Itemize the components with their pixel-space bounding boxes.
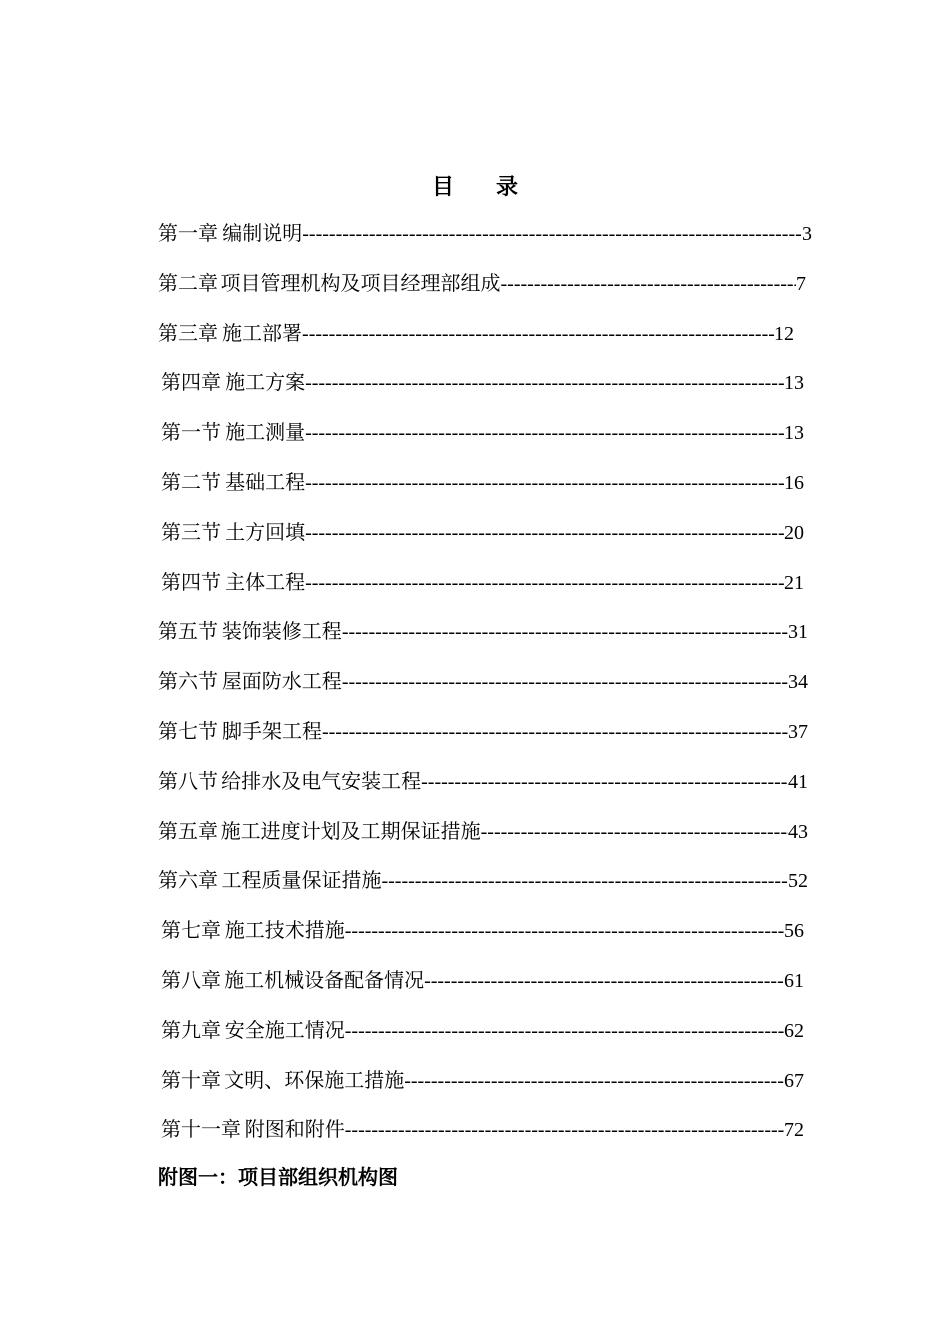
toc-entry[interactable]: [158, 319, 794, 349]
appendix-heading: 附图一：项目部组织机构图: [158, 1167, 398, 1189]
toc-leader: [305, 368, 784, 398]
toc-page-number: 43: [788, 821, 808, 843]
toc-leader: [322, 717, 788, 747]
toc-title-right: 录: [496, 174, 519, 199]
toc-entry[interactable]: [158, 269, 806, 299]
toc-entry[interactable]: [158, 219, 812, 249]
toc-entry[interactable]: [158, 866, 808, 896]
toc-entry-label: 第六节: [158, 671, 218, 693]
toc-entry-label: 第四章: [161, 372, 221, 394]
toc-entry-label: 第四节: [161, 572, 221, 594]
toc-entry[interactable]: [158, 817, 808, 847]
toc-leader: [305, 518, 784, 548]
toc-entry[interactable]: [158, 717, 808, 747]
toc-entry-text: 编制说明: [222, 223, 303, 245]
toc-entry-text: 主体工程: [225, 572, 306, 594]
toc-entry-text: 装饰装修工程: [221, 621, 342, 643]
toc-page-number: 34: [788, 671, 808, 693]
toc-leader: [342, 617, 788, 647]
toc-page-number: 62: [784, 1020, 804, 1042]
toc-entry-text: 土方回填: [225, 522, 306, 544]
toc-leader: [305, 418, 784, 448]
toc-entry-text: 屋面防水工程: [221, 671, 342, 693]
toc-entry-text: 给排水及电气安装工程: [221, 771, 422, 793]
toc-entry-text: 附图和附件: [244, 1119, 345, 1141]
toc-leader: [305, 468, 784, 498]
toc-entry-label: 第一章: [158, 223, 218, 245]
toc-entry[interactable]: [158, 767, 808, 797]
toc-page-number: 16: [784, 472, 804, 494]
toc-entry-text: 基础工程: [225, 472, 306, 494]
toc-leader: [481, 817, 788, 847]
toc-page-number: 31: [788, 621, 808, 643]
toc-entry-text: 施工方案: [225, 372, 306, 394]
toc-entry[interactable]: [161, 568, 804, 598]
toc-page-number: 21: [784, 572, 804, 594]
toc-page-number: 20: [784, 522, 804, 544]
toc-leader: [381, 866, 788, 896]
toc-entry[interactable]: [158, 617, 808, 647]
toc-entry-text: 安全施工情况: [224, 1020, 345, 1042]
toc-entry-label: 第三章: [158, 323, 218, 345]
toc-entry[interactable]: [161, 1066, 804, 1096]
toc-entry[interactable]: [161, 1016, 804, 1046]
toc-entry-text: 施工部署: [222, 323, 303, 345]
toc-leader: [404, 1066, 784, 1096]
toc-entry-label: 第十一章: [161, 1119, 241, 1141]
toc-page-number: 41: [788, 771, 808, 793]
toc-entry-text: 施工进度计划及工期保证措施: [220, 821, 481, 843]
toc-leader: [345, 1016, 784, 1046]
toc-entry[interactable]: [158, 667, 808, 697]
toc-entry[interactable]: [161, 468, 804, 498]
toc-entry-text: 施工机械设备配备情况: [224, 970, 425, 992]
toc-entry-text: 项目管理机构及项目经理部组成: [220, 273, 501, 295]
toc-entry-label: 第九章: [161, 1020, 221, 1042]
toc-leader: [345, 1115, 784, 1145]
toc-entry-label: 第一节: [161, 422, 221, 444]
toc-entry[interactable]: [161, 966, 804, 996]
toc-entry[interactable]: [161, 1115, 804, 1145]
toc-entry[interactable]: [161, 368, 804, 398]
toc-entry-text: 文明、环保施工措施: [224, 1070, 405, 1092]
toc-entry-text: 施工测量: [225, 422, 306, 444]
toc-page-number: 37: [788, 721, 808, 743]
toc-page-number: 3: [802, 223, 812, 245]
toc-leader: [501, 269, 796, 299]
toc-entry-label: 第三节: [161, 522, 221, 544]
toc-entry-label: 第二章: [158, 273, 218, 295]
toc-entry-label: 第六章: [158, 870, 218, 892]
toc-title: [0, 170, 950, 201]
toc-leader: [345, 916, 784, 946]
toc-page-number: 56: [784, 920, 804, 942]
toc-entry-text: 脚手架工程: [221, 721, 322, 743]
toc-leader: [305, 568, 784, 598]
toc-entry-label: 第七节: [158, 721, 218, 743]
toc-entry-label: 第二节: [161, 472, 221, 494]
toc-page-number: 61: [784, 970, 804, 992]
toc-entry-label: 第十章: [161, 1070, 221, 1092]
toc-entry[interactable]: [161, 916, 804, 946]
toc-page-number: 52: [788, 870, 808, 892]
toc-leader: [302, 319, 774, 349]
toc-leader: [342, 667, 788, 697]
toc-leader: [421, 767, 788, 797]
toc-page-number: 7: [796, 273, 806, 295]
toc-entry-label: 第七章: [161, 920, 221, 942]
toc-page-number: 13: [784, 422, 804, 444]
toc-entry-text: 工程质量保证措施: [221, 870, 382, 892]
toc-page-number: 13: [784, 372, 804, 394]
toc-entry-label: 第八节: [158, 771, 218, 793]
toc-leader: [302, 219, 802, 249]
toc-entry[interactable]: [161, 518, 804, 548]
toc-leader: [424, 966, 784, 996]
toc-entry-label: 第五节: [158, 621, 218, 643]
toc-page-number: 67: [784, 1070, 804, 1092]
toc-entry-label: 第五章: [158, 821, 218, 843]
toc-entry-text: 施工技术措施: [224, 920, 345, 942]
toc-entry-label: 第八章: [161, 970, 221, 992]
toc-page-number: 12: [774, 323, 794, 345]
toc-entry[interactable]: [161, 418, 804, 448]
toc-title-left: 目: [431, 174, 454, 199]
toc-page-number: 72: [784, 1119, 804, 1141]
